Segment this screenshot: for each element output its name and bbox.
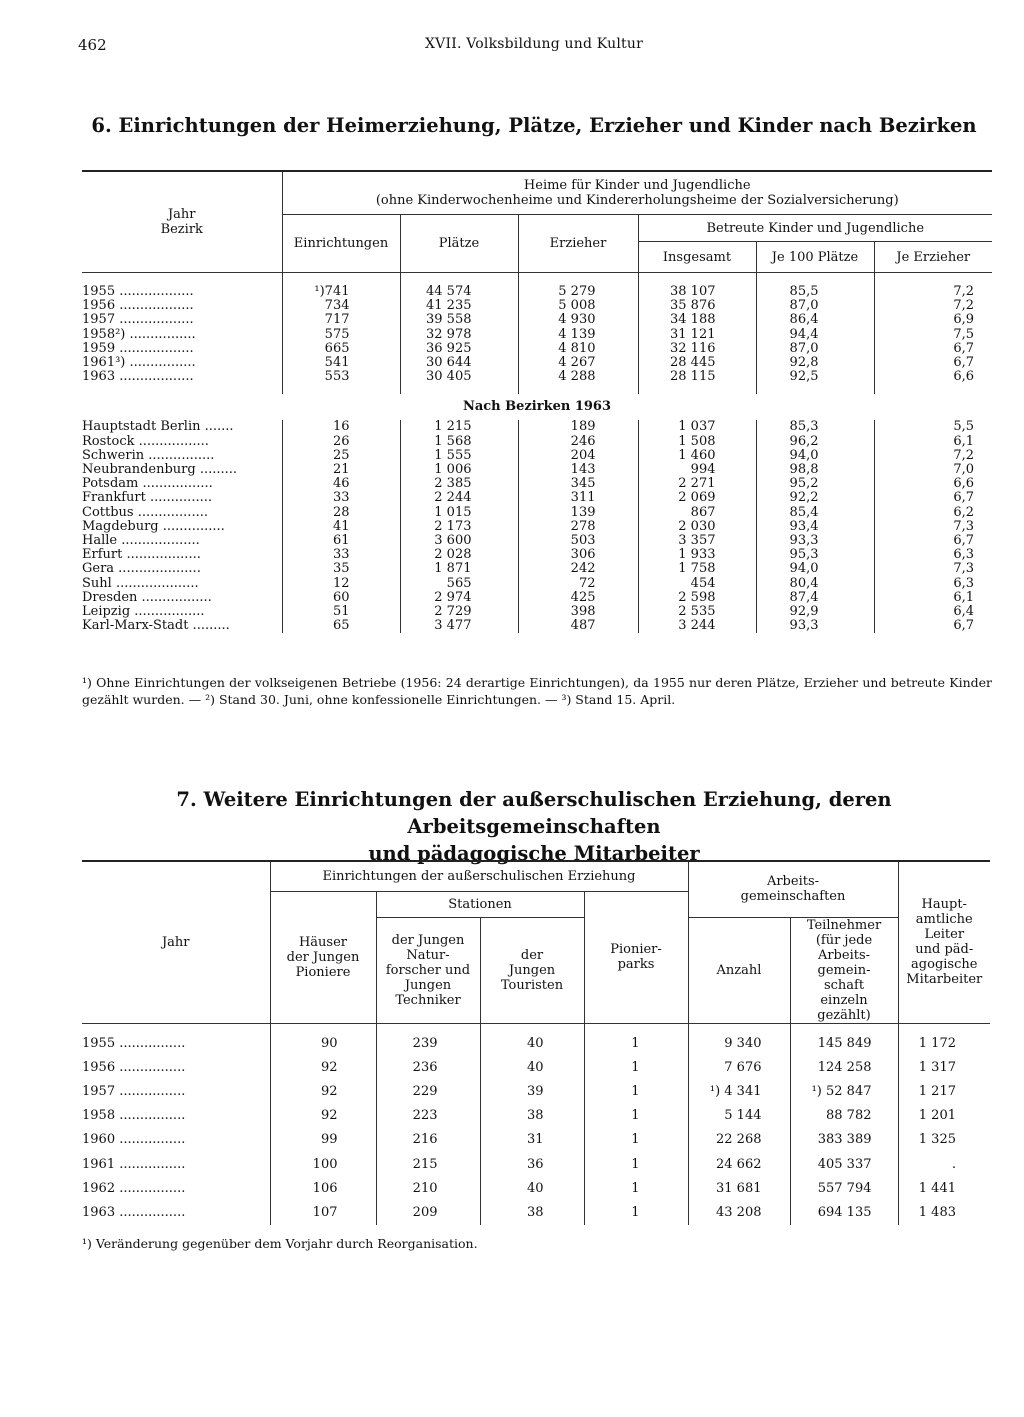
data-cell: 278 — [518, 520, 638, 534]
district-row — [82, 619, 992, 633]
data-cell: 1 172 — [898, 1032, 990, 1056]
data-cell: 24 662 — [688, 1153, 790, 1177]
running-head: XVII. Volksbildung und Kultur — [425, 36, 643, 52]
data-cell: 694 135 — [790, 1201, 898, 1225]
data-cell: 3 357 — [638, 534, 756, 548]
data-cell: 405 337 — [790, 1153, 898, 1177]
data-cell: 867 — [638, 506, 756, 520]
data-cell: 398 — [518, 605, 638, 619]
data-cell: 1 — [584, 1201, 688, 1225]
data-cell: 553 — [282, 370, 400, 384]
row-label: Suhl .................... — [82, 576, 199, 591]
data-cell: 139 — [518, 506, 638, 520]
data-cell: 7,3 — [874, 562, 992, 576]
data-cell: 33 — [282, 548, 400, 562]
row-label: Hauptstadt Berlin ....... — [82, 420, 234, 435]
data-cell: 28 115 — [638, 370, 756, 384]
row-label: 1962 ................ — [82, 1180, 186, 1196]
year-row — [82, 1153, 990, 1177]
data-cell: 1 — [584, 1032, 688, 1056]
data-cell: 25 — [282, 449, 400, 463]
data-cell: 80,4 — [756, 577, 874, 591]
data-cell: 6,6 — [874, 477, 992, 491]
district-row — [82, 605, 992, 619]
data-cell: 189 — [518, 420, 638, 434]
data-cell: 96,2 — [756, 435, 874, 449]
data-cell: 38 — [480, 1104, 584, 1128]
data-cell: 6,7 — [874, 491, 992, 505]
data-cell: 1 — [584, 1056, 688, 1080]
data-cell: 92,2 — [756, 491, 874, 505]
year-row — [82, 1104, 990, 1128]
col-header-je-erzieher: Je Erzieher — [874, 242, 992, 273]
page-number: 462 — [78, 36, 107, 54]
data-cell: 717 — [282, 313, 400, 327]
data-cell: 30 405 — [400, 370, 518, 384]
data-cell: 36 — [480, 1153, 584, 1177]
data-cell: 1 933 — [638, 548, 756, 562]
data-cell: 94,0 — [756, 562, 874, 576]
data-cell: 383 389 — [790, 1128, 898, 1152]
district-row — [82, 562, 992, 576]
data-cell: 994 — [638, 463, 756, 477]
data-cell: 2 271 — [638, 477, 756, 491]
row-label: 1958²) ................ — [82, 327, 196, 342]
data-cell: 2 028 — [400, 548, 518, 562]
data-cell: 7,5 — [874, 328, 992, 342]
data-cell: 40 — [480, 1032, 584, 1056]
data-cell: 93,4 — [756, 520, 874, 534]
data-cell: 7,0 — [874, 463, 992, 477]
data-cell: 209 — [376, 1201, 480, 1225]
data-cell: 7 676 — [688, 1056, 790, 1080]
data-cell: 3 244 — [638, 619, 756, 633]
data-cell: 4 139 — [518, 328, 638, 342]
data-cell: 6,3 — [874, 548, 992, 562]
col-header-naturforscher: der Jungen Natur- forscher und Jungen Techniker — [376, 917, 480, 1023]
data-cell: 90 — [270, 1032, 376, 1056]
data-cell: 86,4 — [756, 313, 874, 327]
data-cell: 3 600 — [400, 534, 518, 548]
row-label: 1963 ................ — [82, 1204, 186, 1220]
data-cell: 6,2 — [874, 506, 992, 520]
data-cell: 31 121 — [638, 328, 756, 342]
data-cell: 26 — [282, 435, 400, 449]
year-row — [82, 1080, 990, 1104]
data-cell: 236 — [376, 1056, 480, 1080]
row-label: Leipzig ................. — [82, 605, 205, 620]
row-label: Schwerin ................ — [82, 448, 215, 463]
data-cell: 4 267 — [518, 356, 638, 370]
data-cell: 2 729 — [400, 605, 518, 619]
data-cell: 12 — [282, 577, 400, 591]
corner-header: Jahr — [82, 861, 270, 1023]
row-label: Gera .................... — [82, 562, 201, 577]
data-cell: 665 — [282, 342, 400, 356]
data-cell: 246 — [518, 435, 638, 449]
data-cell: 32 116 — [638, 342, 756, 356]
district-row — [82, 435, 992, 449]
row-label: Erfurt .................. — [82, 548, 201, 563]
data-cell: 2 069 — [638, 491, 756, 505]
data-cell: 34 188 — [638, 313, 756, 327]
data-cell: 16 — [282, 420, 400, 434]
data-cell: 88 782 — [790, 1104, 898, 1128]
data-cell: 734 — [282, 299, 400, 313]
data-cell: 85,5 — [756, 285, 874, 299]
data-cell: 1 — [584, 1128, 688, 1152]
data-cell: 4 810 — [518, 342, 638, 356]
year-row — [82, 285, 992, 299]
year-row — [82, 1177, 990, 1201]
data-cell: 6,3 — [874, 577, 992, 591]
data-cell: 6,7 — [874, 342, 992, 356]
data-cell: 487 — [518, 619, 638, 633]
data-cell: 30 644 — [400, 356, 518, 370]
data-cell: 143 — [518, 463, 638, 477]
data-cell: 1 — [584, 1104, 688, 1128]
data-cell: 565 — [400, 577, 518, 591]
data-cell: 7,2 — [874, 449, 992, 463]
data-cell: 38 — [480, 1201, 584, 1225]
data-cell: 61 — [282, 534, 400, 548]
row-label: Halle ................... — [82, 534, 200, 549]
data-cell: 1 006 — [400, 463, 518, 477]
data-cell: 210 — [376, 1177, 480, 1201]
district-row — [82, 548, 992, 562]
data-cell: 1 441 — [898, 1177, 990, 1201]
col-header-plaetze: Plätze — [400, 215, 518, 273]
data-cell: 2 173 — [400, 520, 518, 534]
data-cell: 92,9 — [756, 605, 874, 619]
table1 — [82, 170, 992, 633]
data-cell: 33 — [282, 491, 400, 505]
data-cell: 28 — [282, 506, 400, 520]
data-cell: 40 — [480, 1177, 584, 1201]
data-cell: 4 930 — [518, 313, 638, 327]
data-cell: 1 215 — [400, 420, 518, 434]
row-label: 1961³) ................ — [82, 356, 196, 371]
year-row — [82, 1128, 990, 1152]
year-row — [82, 1201, 990, 1225]
data-cell: 95,2 — [756, 477, 874, 491]
data-cell: 5 008 — [518, 299, 638, 313]
group-header: Heime für Kinder und Jugendliche (ohne Kinderwochenheime und Kindererholungsheime der Sozialversicherung) — [282, 171, 992, 215]
data-cell: 32 978 — [400, 328, 518, 342]
data-cell: 2 598 — [638, 591, 756, 605]
data-cell: 21 — [282, 463, 400, 477]
data-cell: 100 — [270, 1153, 376, 1177]
row-label: 1958 ................ — [82, 1108, 186, 1124]
district-row — [82, 420, 992, 434]
year-row — [82, 1056, 990, 1080]
data-cell: 1 325 — [898, 1128, 990, 1152]
data-cell: 1 037 — [638, 420, 756, 434]
data-cell: 1 555 — [400, 449, 518, 463]
data-cell: 5,5 — [874, 420, 992, 434]
district-row — [82, 449, 992, 463]
data-cell: 503 — [518, 534, 638, 548]
data-cell: 145 849 — [790, 1032, 898, 1056]
col-header-teilnehmer: Teilnehmer (für jede Arbeits- gemein- schaft einzeln gezählt) — [790, 917, 898, 1023]
data-cell: 2 244 — [400, 491, 518, 505]
district-row — [82, 591, 992, 605]
col-header-leiter: Haupt- amtliche Leiter und päd- agogische Mitarbeiter — [898, 861, 990, 1023]
data-cell: . — [898, 1153, 990, 1177]
group-header-arbeitsgemeinschaften: Arbeits- gemeinschaften — [688, 861, 898, 917]
district-row — [82, 534, 992, 548]
data-cell: 22 268 — [688, 1128, 790, 1152]
group-header-einrichtungen: Einrichtungen der außerschulischen Erziehung — [270, 861, 688, 891]
data-cell: 6,7 — [874, 356, 992, 370]
data-cell: 557 794 — [790, 1177, 898, 1201]
data-cell: 575 — [282, 328, 400, 342]
data-cell: 7,3 — [874, 520, 992, 534]
data-cell: 1 — [584, 1177, 688, 1201]
district-row — [82, 506, 992, 520]
row-label: Karl-Marx-Stadt ......... — [82, 619, 230, 634]
data-cell: ¹)741 — [282, 285, 400, 299]
data-cell: 345 — [518, 477, 638, 491]
data-cell: 92 — [270, 1080, 376, 1104]
year-row — [82, 1032, 990, 1056]
data-cell: 7,2 — [874, 299, 992, 313]
data-cell: 216 — [376, 1128, 480, 1152]
table1-title: 6. Einrichtungen der Heimerziehung, Plätze, Erzieher und Kinder nach Bezirken — [91, 114, 977, 137]
data-cell: 98,8 — [756, 463, 874, 477]
data-cell: 95,3 — [756, 548, 874, 562]
data-cell: 6,6 — [874, 370, 992, 384]
row-label: Cottbus ................. — [82, 505, 208, 520]
data-cell: 1 217 — [898, 1080, 990, 1104]
data-cell: 1 — [584, 1080, 688, 1104]
data-cell: 1 758 — [638, 562, 756, 576]
subgroup-header: Betreute Kinder und Jugendliche — [638, 215, 992, 242]
table1-footnote: ¹) Ohne Einrichtungen der volkseigenen Betriebe (1956: 24 derartige Einrichtungen), da 1955 nur deren Plätze, Erzieher und betreute Kinder gezählt wurden. — ²) Stand 30. Juni, ohne konfessionelle Einrichtungen. — ³) Stand 15. April. — [82, 675, 992, 707]
data-cell: 223 — [376, 1104, 480, 1128]
data-cell: 106 — [270, 1177, 376, 1201]
data-cell: 87,0 — [756, 342, 874, 356]
data-cell: 92 — [270, 1104, 376, 1128]
data-cell: 5 144 — [688, 1104, 790, 1128]
data-cell: 72 — [518, 577, 638, 591]
data-cell: 31 681 — [688, 1177, 790, 1201]
col-header-je-100-plaetze: Je 100 Plätze — [756, 242, 874, 273]
data-cell: 6,1 — [874, 435, 992, 449]
data-cell: 229 — [376, 1080, 480, 1104]
table2-footnote: ¹) Veränderung gegenüber dem Vorjahr durch Reorganisation. — [82, 1236, 478, 1251]
row-label: 1959 .................. — [82, 341, 194, 356]
data-cell: 38 107 — [638, 285, 756, 299]
data-cell: 1 201 — [898, 1104, 990, 1128]
data-cell: 92,8 — [756, 356, 874, 370]
data-cell: 239 — [376, 1032, 480, 1056]
row-label: Magdeburg ............... — [82, 519, 225, 534]
district-row — [82, 491, 992, 505]
data-cell: 1 483 — [898, 1201, 990, 1225]
row-label: Dresden ................. — [82, 590, 212, 605]
row-label: 1963 .................. — [82, 370, 194, 385]
data-cell: 2 974 — [400, 591, 518, 605]
data-cell: 2 030 — [638, 520, 756, 534]
row-label: Frankfurt ............... — [82, 491, 212, 506]
data-cell: 6,7 — [874, 619, 992, 633]
row-label: 1961 ................ — [82, 1156, 186, 1172]
data-cell: 40 — [480, 1056, 584, 1080]
data-cell: 31 — [480, 1128, 584, 1152]
district-row — [82, 477, 992, 491]
data-cell: 35 — [282, 562, 400, 576]
data-cell: 6,1 — [874, 591, 992, 605]
data-cell: 85,4 — [756, 506, 874, 520]
row-label: 1956 .................. — [82, 299, 194, 314]
district-row — [82, 520, 992, 534]
col-header-pionierparks: Pionier- parks — [584, 891, 688, 1023]
row-label: Rostock ................. — [82, 434, 209, 449]
data-cell: 425 — [518, 591, 638, 605]
row-label: 1960 ................ — [82, 1132, 186, 1148]
data-cell: 7,2 — [874, 285, 992, 299]
data-cell: 454 — [638, 577, 756, 591]
district-row — [82, 577, 992, 591]
data-cell: 541 — [282, 356, 400, 370]
data-cell: 99 — [270, 1128, 376, 1152]
data-cell: 94,0 — [756, 449, 874, 463]
row-label: 1957 ................ — [82, 1083, 186, 1099]
data-cell: 1 460 — [638, 449, 756, 463]
data-cell: 124 258 — [790, 1056, 898, 1080]
data-cell: 41 235 — [400, 299, 518, 313]
data-cell: 1 508 — [638, 435, 756, 449]
row-label: Neubrandenburg ......... — [82, 463, 238, 478]
data-cell: 85,3 — [756, 420, 874, 434]
data-cell: 41 — [282, 520, 400, 534]
row-label: 1957 .................. — [82, 313, 194, 328]
data-cell: 3 477 — [400, 619, 518, 633]
data-cell: 242 — [518, 562, 638, 576]
data-cell: 92 — [270, 1056, 376, 1080]
data-cell: 107 — [270, 1201, 376, 1225]
row-label: 1956 ................ — [82, 1059, 186, 1075]
data-cell: 39 — [480, 1080, 584, 1104]
col-header-touristen: der Jungen Touristen — [480, 917, 584, 1023]
data-cell: 60 — [282, 591, 400, 605]
col-header-einrichtungen: Einrichtungen — [282, 215, 400, 273]
data-cell: 44 574 — [400, 285, 518, 299]
data-cell: 39 558 — [400, 313, 518, 327]
row-label: 1955 ................ — [82, 1035, 186, 1051]
data-cell: 6,7 — [874, 534, 992, 548]
table2-title: 7. Weitere Einrichtungen der außerschulischen Erziehung, deren Arbeitsgemeinschaften und pädagogische Mitarbeiter — [176, 788, 892, 865]
data-cell: 9 340 — [688, 1032, 790, 1056]
data-cell: 2 385 — [400, 477, 518, 491]
data-cell: 92,5 — [756, 370, 874, 384]
data-cell: 94,4 — [756, 328, 874, 342]
page-header — [78, 36, 990, 56]
data-cell: ¹) 4 341 — [688, 1080, 790, 1104]
data-cell: ¹) 52 847 — [790, 1080, 898, 1104]
year-row — [82, 313, 992, 327]
row-label: Potsdam ................. — [82, 477, 213, 492]
data-cell: 1 871 — [400, 562, 518, 576]
data-cell: 311 — [518, 491, 638, 505]
col-header-erzieher: Erzieher — [518, 215, 638, 273]
data-cell: 306 — [518, 548, 638, 562]
year-row — [82, 356, 992, 370]
year-row — [82, 299, 992, 313]
data-cell: 6,9 — [874, 313, 992, 327]
row-label: 1955 .................. — [82, 285, 194, 299]
data-cell: 43 208 — [688, 1201, 790, 1225]
data-cell: 2 535 — [638, 605, 756, 619]
data-cell: 46 — [282, 477, 400, 491]
year-row — [82, 342, 992, 356]
data-cell: 35 876 — [638, 299, 756, 313]
data-cell: 36 925 — [400, 342, 518, 356]
district-row — [82, 463, 992, 477]
data-cell: 28 445 — [638, 356, 756, 370]
data-cell: 87,4 — [756, 591, 874, 605]
data-cell: 1 317 — [898, 1056, 990, 1080]
data-cell: 87,0 — [756, 299, 874, 313]
stationen-header: Stationen — [376, 891, 584, 917]
data-cell: 93,3 — [756, 619, 874, 633]
col-header-insgesamt: Insgesamt — [638, 242, 756, 273]
data-cell: 1 568 — [400, 435, 518, 449]
year-row — [82, 370, 992, 384]
year-row — [82, 328, 992, 342]
data-cell: 1 015 — [400, 506, 518, 520]
data-cell: 204 — [518, 449, 638, 463]
data-cell: 93,3 — [756, 534, 874, 548]
table2 — [82, 860, 990, 1225]
sub-heading: Nach Bezirken 1963 — [462, 399, 612, 415]
col-header-haeuser: Häuser der Jungen Pioniere — [270, 891, 376, 1023]
data-cell: 6,4 — [874, 605, 992, 619]
data-cell: 5 279 — [518, 285, 638, 299]
corner-header: Jahr Bezirk — [82, 171, 282, 273]
data-cell: 65 — [282, 619, 400, 633]
data-cell: 4 288 — [518, 370, 638, 384]
col-header-anzahl: Anzahl — [688, 917, 790, 1023]
data-cell: 1 — [584, 1153, 688, 1177]
data-cell: 51 — [282, 605, 400, 619]
data-cell: 215 — [376, 1153, 480, 1177]
